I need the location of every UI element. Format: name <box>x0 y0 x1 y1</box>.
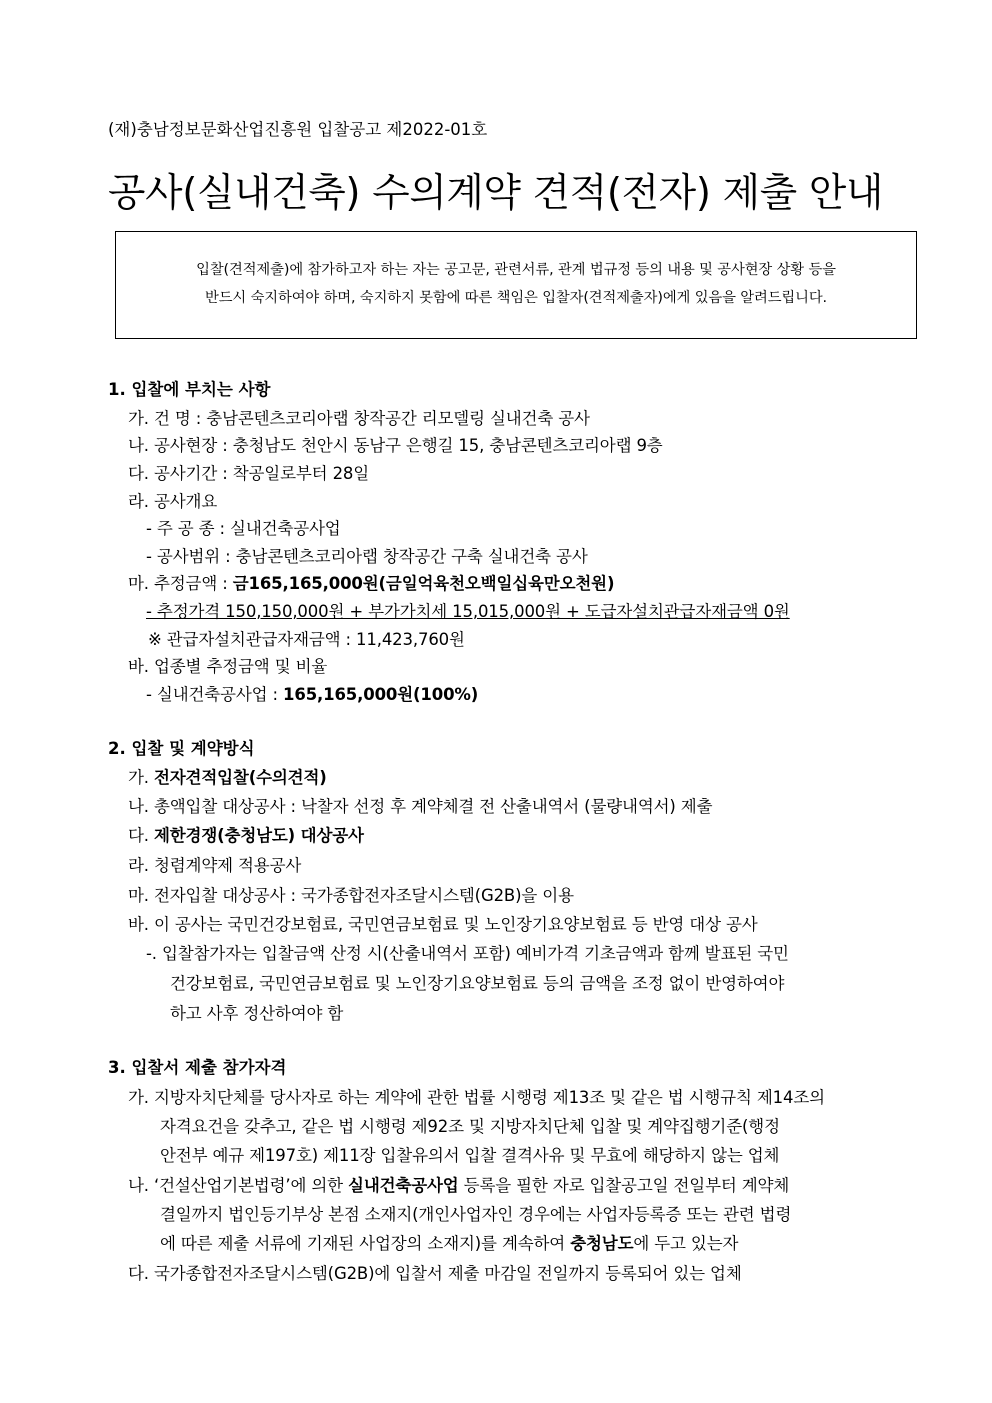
s3-item-ga-3: 안전부 예규 제197호) 제11장 입찰유의서 입찰 결격사유 및 무효에 해당하지 않는 업체 <box>160 1146 780 1165</box>
s2-da-label: 다. <box>128 826 154 845</box>
s2-item-ba-1: -. 입찰참가자는 입찰금액 산정 시(산출내역서 포함) 예비가격 기초금액과 함께 발표된 국민 <box>146 944 789 963</box>
s1-ma-value: 금165,165,000원(금일억육천오백일십육만오천원) <box>232 574 615 593</box>
s1-item-ba-1 <box>146 681 478 705</box>
s2-item-ba-3: 하고 사후 정산하여야 함 <box>170 1004 344 1023</box>
s2-item-ma: 마. 전자입찰 대상공사 : 국가종합전자조달시스템(G2B)을 이용 <box>128 886 574 905</box>
page-title: 공사(실내건축) 수의계약 견적(전자) 제출 안내 <box>108 171 884 216</box>
s2-ga-label: 가. <box>128 768 154 787</box>
notice-box-line: 반드시 숙지하여야 하며, 숙지하지 못함에 따른 책임은 입찰자(견적제출자)에게 있음을 알려드립니다. <box>205 290 827 306</box>
s2-item-ba-2: 건강보험료, 국민연금보험료 및 노인장기요양보험료 등의 금액을 조정 없이 반영하여야 <box>170 974 785 993</box>
s1-item-ma-2: ※ 관급자설치관급자재금액 : 11,423,760원 <box>148 630 465 649</box>
s2-item-ga <box>128 764 327 788</box>
section-heading-2: 2. 입찰 및 계약방식 <box>108 739 255 758</box>
s1-item-ba: 바. 업종별 추정금액 및 비율 <box>128 657 328 676</box>
s3-na-3-b: 충청남도 <box>570 1234 634 1253</box>
s2-item-da <box>128 822 364 846</box>
s1-item-da: 다. 공사기간 : 착공일로부터 28일 <box>128 464 370 483</box>
s2-item-ba: 바. 이 공사는 국민건강보험료, 국민연금보험료 및 노인장기요양보험료 등 반영 대상 공사 <box>128 915 758 934</box>
s1-item-ra-2: - 공사범위 : 충남콘텐츠코리아랩 창작공간 구축 실내건축 공사 <box>146 547 588 566</box>
s1-ba-1-value: 165,165,000원(100%) <box>283 685 479 704</box>
notice-number: (재)충남정보문화산업진흥원 입찰공고 제2022-01호 <box>108 120 488 139</box>
s2-ga-value: 전자견적입찰(수의견적) <box>153 768 327 787</box>
s1-item-ma-1: - 추정가격 150,150,000원 + 부가가치세 15,015,000원 + 도급자설치관급자재금액 0원 <box>146 602 790 621</box>
s3-item-ga-2: 자격요건을 갖추고, 같은 법 시행령 제92조 및 지방자치단체 입찰 및 계약집행기준(행정 <box>160 1117 780 1136</box>
s3-na-1-b: 실내건축공사업 <box>348 1176 459 1195</box>
s1-item-na: 나. 공사현장 : 충청남도 천안시 동남구 은행길 15, 충남콘텐츠코리아랩 9층 <box>128 436 663 455</box>
s3-na-1-a: 나. ‘건설산업기본법령’에 의한 <box>128 1176 349 1195</box>
s3-item-ga-1: 가. 지방자치단체를 당사자로 하는 계약에 관한 법률 시행령 제13조 및 같은 법 시행규칙 제14조의 <box>128 1088 825 1107</box>
s2-item-na: 나. 총액입찰 대상공사 : 낙찰자 선정 후 계약체결 전 산출내역서 (물량내역서) 제출 <box>128 797 713 816</box>
notice-box-line: 입찰(견적제출)에 참가하고자 하는 자는 공고문, 관련서류, 관계 법규정 등의 내용 및 공사현장 상황 등을 <box>196 262 836 278</box>
s3-na-1-c: 등록을 필한 자로 입찰공고일 전일부터 계약체 <box>458 1176 790 1195</box>
s3-item-da: 다. 국가종합전자조달시스템(G2B)에 입찰서 제출 마감일 전일까지 등록되어 있는 업체 <box>128 1264 742 1283</box>
notice-box <box>115 231 917 339</box>
s3-item-na-3 <box>160 1230 738 1254</box>
s1-item-ra: 라. 공사개요 <box>128 492 218 511</box>
s3-item-na-2: 결일까지 법인등기부상 본점 소재지(개인사업자인 경우에는 사업자등록증 또는 관련 법령 <box>160 1205 792 1224</box>
s3-item-na-1 <box>128 1172 789 1196</box>
s1-item-ma <box>128 570 614 594</box>
s1-item-ga: 가. 건 명 : 충남콘텐츠코리아랩 창작공간 리모델링 실내건축 공사 <box>128 409 590 428</box>
s2-item-ra: 라. 청렴계약제 적용공사 <box>128 856 302 875</box>
s1-ba-1-label: - 실내건축공사업 : <box>146 685 284 704</box>
s3-na-3-c: 에 두고 있는자 <box>633 1234 739 1253</box>
s1-ma-label: 마. 추정금액 : <box>128 574 233 593</box>
s3-na-3-a: 에 따른 제출 서류에 기재된 사업장의 소재지)를 계속하여 <box>160 1234 571 1253</box>
s2-da-value: 제한경쟁(충청남도) 대상공사 <box>153 826 364 845</box>
s1-item-ra-1: - 주 공 종 : 실내건축공사업 <box>146 519 341 538</box>
section-heading-3: 3. 입찰서 제출 참가자격 <box>108 1058 287 1077</box>
section-heading-1: 1. 입찰에 부치는 사항 <box>108 380 271 399</box>
